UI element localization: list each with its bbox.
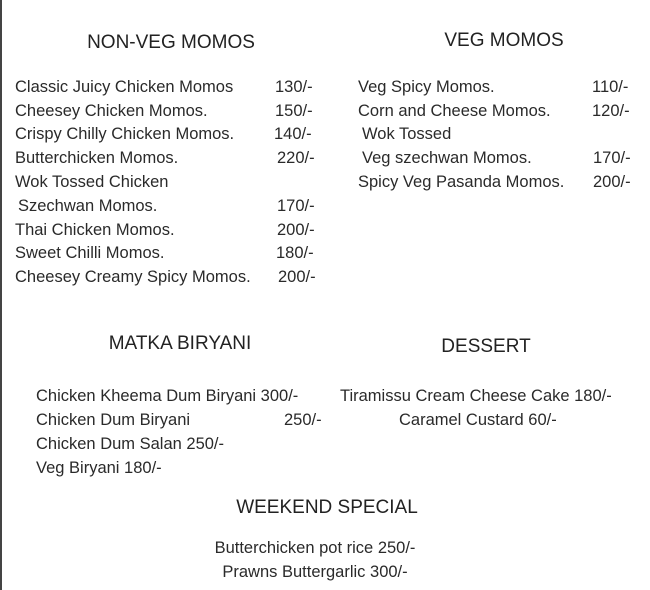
menu-item-price: 110/- [592,78,629,96]
non-veg-momos-heading: NON-VEG MOMOS [87,32,255,53]
menu-item: Chicken Dum Salan 250/- [36,435,225,453]
menu-item-name: Veg Spicy Momos. [358,78,495,96]
matka-biryani-heading: MATKA BIRYANI [108,333,252,354]
weekend-special-heading: WEEKEND SPECIAL [236,497,418,518]
menu-item: Caramel Custard 60/- [399,411,557,429]
menu-item-price: 150/- [275,102,313,120]
menu-item: Veg Biryani 180/- [36,459,162,477]
menu-item-name: Veg szechwan Momos. [362,149,532,167]
menu-item-price: 220/- [277,149,315,167]
menu-item-price: 200/- [277,221,315,239]
menu-item: Prawns Buttergarlic 300/- [222,563,408,581]
menu-item-price: 170/- [593,149,631,167]
menu-item-price: 130/- [275,78,313,96]
menu-item-name: Corn and Cheese Momos. [358,102,551,120]
dessert-heading: DESSERT [441,336,531,357]
menu-item: Chicken Kheema Dum Biryani 300/- [36,387,299,405]
menu-item-name: Chicken Dum Biryani [36,411,191,429]
menu-item-price: 140/- [274,125,312,143]
menu-item-name: Butterchicken Momos. [15,149,179,167]
menu-item-name: Thai Chicken Momos. [15,221,175,239]
menu-item-price: 120/- [592,102,630,120]
menu-item-price: 200/- [593,173,631,191]
menu-item-name: Szechwan Momos. [18,197,158,215]
menu-item: Tiramissu Cream Cheese Cake 180/- [340,387,612,405]
menu-item-name: Sweet Chilli Momos. [15,244,165,262]
menu-item: Butterchicken pot rice 250/- [214,539,416,557]
menu-item-name: Crispy Chilly Chicken Momos. [15,125,235,143]
menu-item-price: 170/- [277,197,315,215]
menu-item-name: Wok Tossed Chicken [15,173,169,191]
menu-item-name: Classic Juicy Chicken Momos [15,78,234,96]
menu-item-price: 250/- [284,411,322,429]
menu-item-name: Spicy Veg Pasanda Momos. [358,173,565,191]
menu-item-price: 200/- [278,268,316,286]
veg-momos-heading: VEG MOMOS [444,30,564,51]
menu-item-name: Wok Tossed [362,125,452,143]
menu-item-name: Cheesey Creamy Spicy Momos. [15,268,251,286]
menu-item-name: Cheesey Chicken Momos. [15,102,208,120]
left-border [0,0,2,590]
menu-item-price: 180/- [276,244,314,262]
